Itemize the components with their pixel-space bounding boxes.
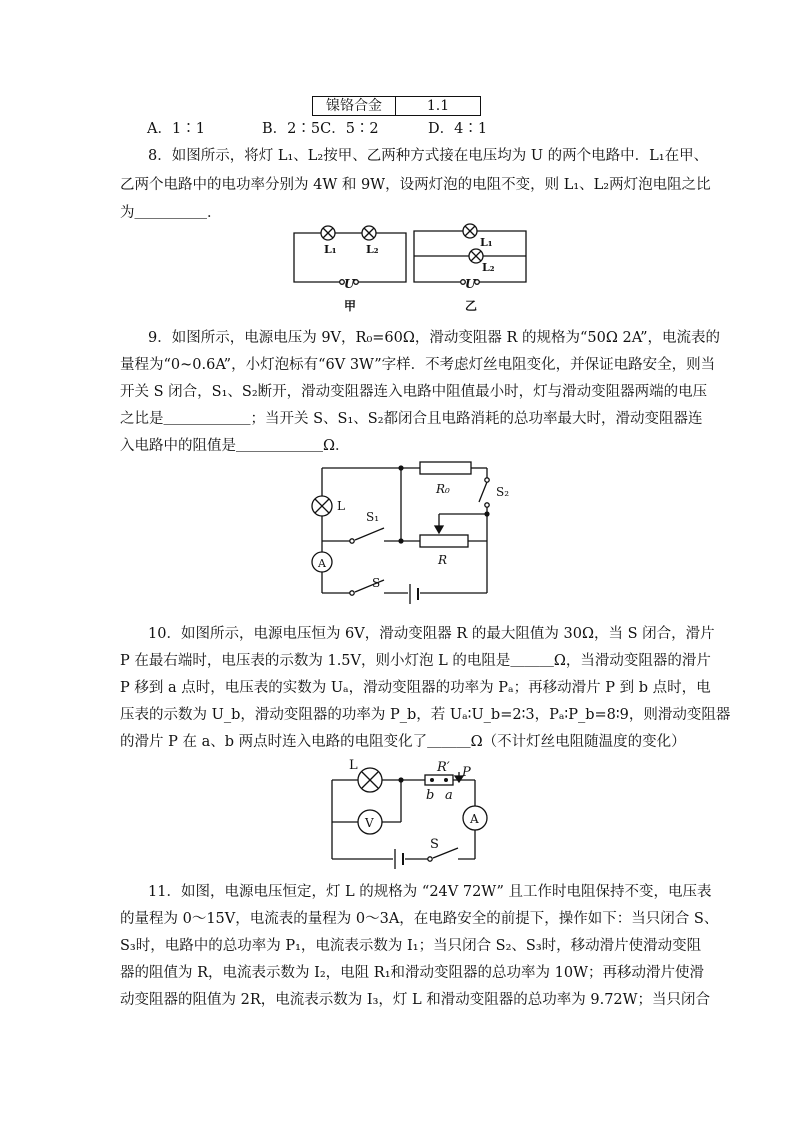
- q9-line-1: 9．如图所示，电源电压为 9V，R₀=60Ω，滑动变阻器 R 的规格为“50Ω 2A”，电流表的: [148, 330, 720, 346]
- label-yi: 乙: [465, 299, 478, 313]
- label-p: P: [462, 765, 471, 780]
- q11-line-2: 的量程为 0～15V，电流表的量程为 0～3A，在电路安全的前提下，操作如下：当只闭合 S、: [120, 911, 719, 927]
- q11-line-5: 动变阻器的阻值为 2R，电流表示数为 I₃，灯 L 和滑动变阻器的总功率为 9.72W；当只闭合: [120, 992, 711, 1008]
- q8-line-1: 8．如图所示，将灯 L₁、L₂按甲、乙两种方式接在电压均为 U 的两个电路中．L₁在甲、: [148, 148, 709, 164]
- label-b: b: [426, 788, 435, 803]
- label-u-yi: U: [465, 277, 476, 291]
- label-s: S: [430, 837, 439, 852]
- table-cell: 1.1: [396, 97, 481, 116]
- table-cell: 镍铬合金: [313, 97, 396, 116]
- q11-line-1: 11．如图，电源电压恒定，灯 L 的规格为 “24V 72W” 且工作时电阻保持不变，电压表: [148, 884, 712, 900]
- option-b: B．2∶5C．5∶2: [262, 121, 379, 137]
- q10-line-4: 压表的示数为 U_b，滑动变阻器的功率为 P_b，若 Uₐ∶U_b=2∶3，Pₐ∶P_b=8∶9，则滑动变阻器: [120, 707, 731, 723]
- q10-line-3: P 移到 a 点时，电压表的实数为 Uₐ，滑动变阻器的功率为 Pₐ；再移动滑片 P 到 b 点时，电: [120, 680, 711, 696]
- label-rp: R′: [437, 760, 450, 775]
- label-s1: S₁: [366, 510, 380, 524]
- label-l2: L₂: [366, 243, 379, 256]
- label-r: R: [438, 553, 448, 567]
- label-ammeter: A: [318, 557, 326, 570]
- q10-line-5: 的滑片 P 在 a、b 两点时连入电路的电阻变化了＿＿＿Ω（不计灯丝电阻随温度的变化）: [120, 734, 686, 750]
- option-d: D．4∶1: [428, 121, 488, 137]
- label-l1-yi: L₁: [480, 236, 493, 249]
- label-jia: 甲: [344, 299, 357, 313]
- q9-line-5: 入电路中的阻值是＿＿＿＿＿＿Ω．: [120, 438, 350, 454]
- q8-line-3: 为＿＿＿＿＿．: [120, 205, 222, 221]
- q11-line-4: 器的阻值为 R，电流表示数为 I₂，电阻 R₁和滑动变阻器的总功率为 10W；再移动滑片使滑: [120, 965, 704, 981]
- q10-line-1: 10．如图所示，电源电压恒为 6V，滑动变阻器 R 的最大阻值为 30Ω，当 S 闭合，滑片: [148, 626, 715, 642]
- label-voltmeter: V: [365, 816, 374, 830]
- rheostat-rp-icon: [425, 775, 453, 785]
- label-l1: L₁: [324, 243, 337, 256]
- q10-line-2: P 在最右端时，电压表的示数为 1.5V，则小灯泡 L 的电阻是＿＿＿Ω，当滑动变阻器的滑片: [120, 653, 711, 669]
- q9-line-4: 之比是＿＿＿＿＿＿；当开关 S、S₁、S₂都闭合且电路消耗的总功率最大时，滑动变阻器连: [120, 411, 703, 427]
- q9-line-3: 开关 S 闭合，S₁、S₂断开，滑动变阻器连入电路中阻值最小时，灯与滑动变阻器两端的电压: [120, 384, 708, 400]
- label-r0: R₀: [436, 482, 450, 496]
- label-l: L: [349, 758, 358, 773]
- label-a: a: [445, 788, 453, 803]
- q9-line-2: 量程为“0~0.6A”，小灯泡标有“6V 3W”字样．不考虑灯丝电阻变化，并保证电路安全，则当: [120, 357, 716, 373]
- q11-line-3: S₃时，电路中的总功率为 P₁，电流表示数为 I₁；当只闭合 S₂、S₃时，移动滑片使滑动变阻: [120, 938, 702, 954]
- label-l: L: [337, 499, 345, 513]
- label-u-jia: U: [344, 277, 355, 291]
- label-s: S: [372, 576, 381, 590]
- label-ammeter: A: [470, 812, 479, 826]
- option-a: A．1∶1: [147, 121, 205, 137]
- q8-line-2: 乙两个电路中的电功率分别为 4W 和 9W，设两灯泡的电阻不变，则 L₁、L₂两灯泡电阻之比: [120, 177, 711, 193]
- label-l2-yi: L₂: [482, 261, 495, 274]
- lamp-l-icon: [358, 768, 382, 792]
- label-s2: S₂: [496, 485, 510, 499]
